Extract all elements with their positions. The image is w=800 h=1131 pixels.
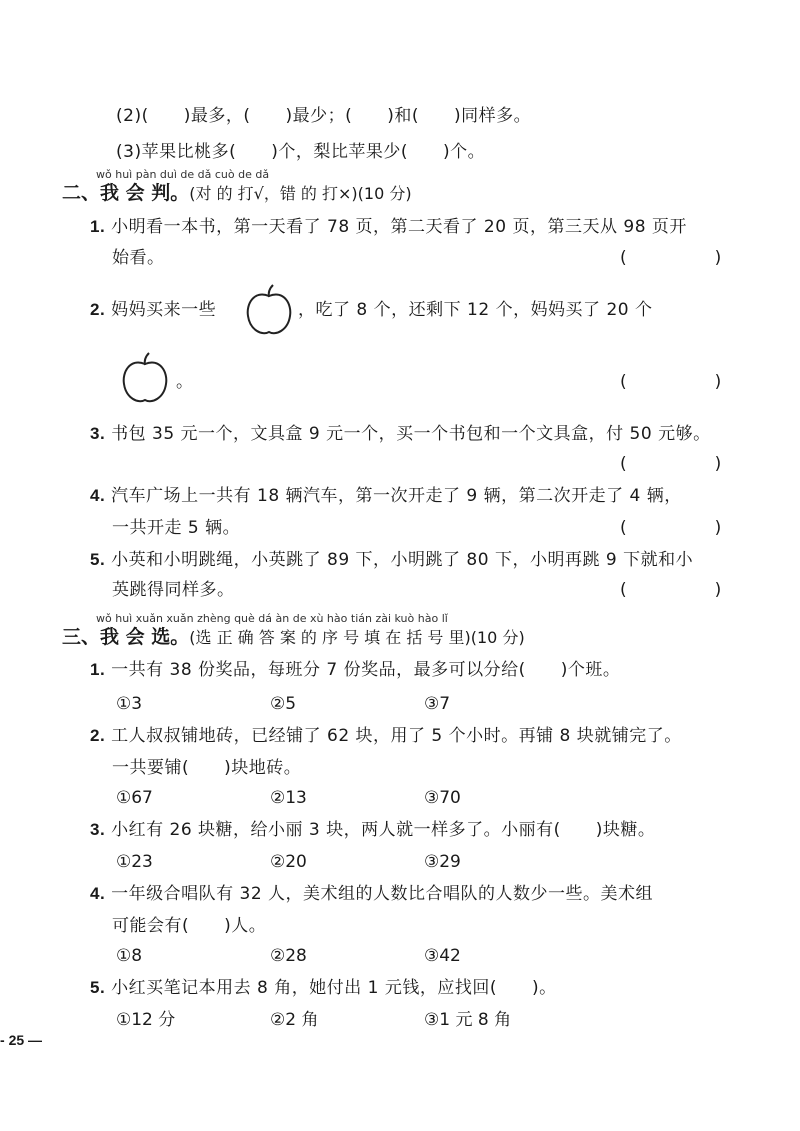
section2-instruction: (对 的 打√，错 的 打×)(10 分) [189,184,412,203]
section3-title: 三、我 会 选。 [62,626,190,648]
s3-q4-option-1[interactable]: ①8 [116,946,143,966]
part1-question-3: (3)苹果比桃多( )个，梨比苹果少( )个。 [116,142,486,162]
s2-q5-line1 [90,548,693,572]
s3-q3-text: 小红有 26 块糖，给小丽 3 块，两人就一样多了。小丽有( )块糖。 [111,820,656,840]
s2-q1-line1 [90,215,687,239]
part1-question-2: (2)( )最多，( )最少；( )和( )同样多。 [116,106,532,126]
s2-q5-text: 小英和小明跳绳，小英跳了 89 下，小明跳了 80 下，小明再跳 9 下就和小 [111,550,694,570]
section2-title: 二、我 会 判。 [62,182,190,204]
s3-q4-line1 [90,882,653,906]
s3-q2-line1 [90,724,682,748]
s3-q5-line1 [90,976,557,1000]
page-number-value: 25 [8,1032,25,1048]
s2-q2-number: 2. [90,300,106,319]
s3-q5-option-3[interactable]: ③1 元 8 角 [424,1010,512,1030]
s2-q5-number: 5. [90,550,106,569]
s2-q3-answer-paren[interactable]: ( ) [620,454,740,474]
section2-heading [62,180,412,207]
apple-icon [120,352,170,406]
s2-q2-answer-paren[interactable]: ( ) [620,372,740,392]
section3-instruction: (选 正 确 答 案 的 序 号 填 在 括 号 里)(10 分) [189,628,525,647]
s3-q2-number: 2. [90,726,106,745]
s3-q1-text: 一共有 38 份奖品，每班分 7 份奖品，最多可以分给( )个班。 [111,660,621,680]
s3-q3-option-1[interactable]: ①23 [116,852,153,872]
s3-q3-option-2[interactable]: ②20 [270,852,307,872]
s2-q3-text: 书包 35 元一个，文具盒 9 元一个，买一个书包和一个文具盒，付 50 元够。 [111,424,711,444]
s3-q1-option-2[interactable]: ②5 [270,694,297,714]
s2-q2-text-a: 妈妈买来一些 [111,300,217,320]
s3-q1-option-3[interactable]: ③7 [424,694,451,714]
s2-q4-line1 [90,484,682,508]
s3-q1-number: 1. [90,660,106,679]
s3-q5-option-2[interactable]: ②2 角 [270,1010,319,1030]
s3-q2-line2: 一共要铺( )块地砖。 [112,758,302,778]
s2-q4-answer-paren[interactable]: ( ) [620,518,740,538]
page-dash-left: - [0,1032,5,1048]
s3-q5-text: 小红买笔记本用去 8 角，她付出 1 元钱，应找回( )。 [111,978,557,998]
section2-pinyin: wǒ huì pàn duì de dǎ cuò de dǎ [96,168,270,181]
s3-q4-line2: 可能会有( )人。 [112,916,267,936]
s3-q4-option-3[interactable]: ③42 [424,946,461,966]
s2-q2-line2: 。 [176,372,194,392]
s2-q4-text: 汽车广场上一共有 18 辆汽车，第一次开走了 9 辆，第二次开走了 4 辆， [111,486,682,506]
s3-q4-text: 一年级合唱队有 32 人，美术组的人数比合唱队的人数少一些。美术组 [111,884,654,904]
apple-icon [244,284,294,338]
s3-q2-option-2[interactable]: ②13 [270,788,307,808]
s2-q2-text-b: ，吃了 8 个，还剩下 12 个，妈妈买了 20 个 [298,300,653,320]
s2-q1-answer-paren[interactable]: ( ) [620,248,740,268]
s2-q5-line2: 英跳得同样多。 [112,580,235,600]
page-dash-right: — [28,1032,43,1048]
s3-q4-number: 4. [90,884,106,903]
page-number [0,1032,42,1048]
s2-q4-number: 4. [90,486,106,505]
s3-q4-option-2[interactable]: ②28 [270,946,307,966]
s3-q5-option-1[interactable]: ①12 分 [116,1010,176,1030]
s2-q3-line1 [90,422,711,446]
section3-pinyin: wǒ huì xuǎn xuǎn zhèng què dá àn de xù hào tián zài kuò hào lǐ [96,612,448,625]
s3-q3-number: 3. [90,820,106,839]
section3-heading [62,624,525,651]
s2-q1-line2: 始看。 [112,248,165,268]
s3-q3-line1 [90,818,655,842]
s2-q2-line1a [90,298,216,322]
s3-q3-option-3[interactable]: ③29 [424,852,461,872]
s2-q1-number: 1. [90,217,106,236]
s2-q1-text: 小明看一本书，第一天看了 78 页，第二天看了 20 页，第三天从 98 页开 [111,217,687,237]
s3-q5-number: 5. [90,978,106,997]
s3-q2-option-3[interactable]: ③70 [424,788,461,808]
s3-q2-option-1[interactable]: ①67 [116,788,153,808]
s3-q1-line1 [90,658,620,682]
s3-q2-text: 工人叔叔铺地砖，已经铺了 62 块，用了 5 个小时。再铺 8 块就铺完了。 [111,726,682,746]
s3-q1-option-1[interactable]: ①3 [116,694,143,714]
s2-q3-number: 3. [90,424,106,443]
s2-q5-answer-paren[interactable]: ( ) [620,580,740,600]
s2-q4-line2: 一共开走 5 辆。 [112,518,241,538]
